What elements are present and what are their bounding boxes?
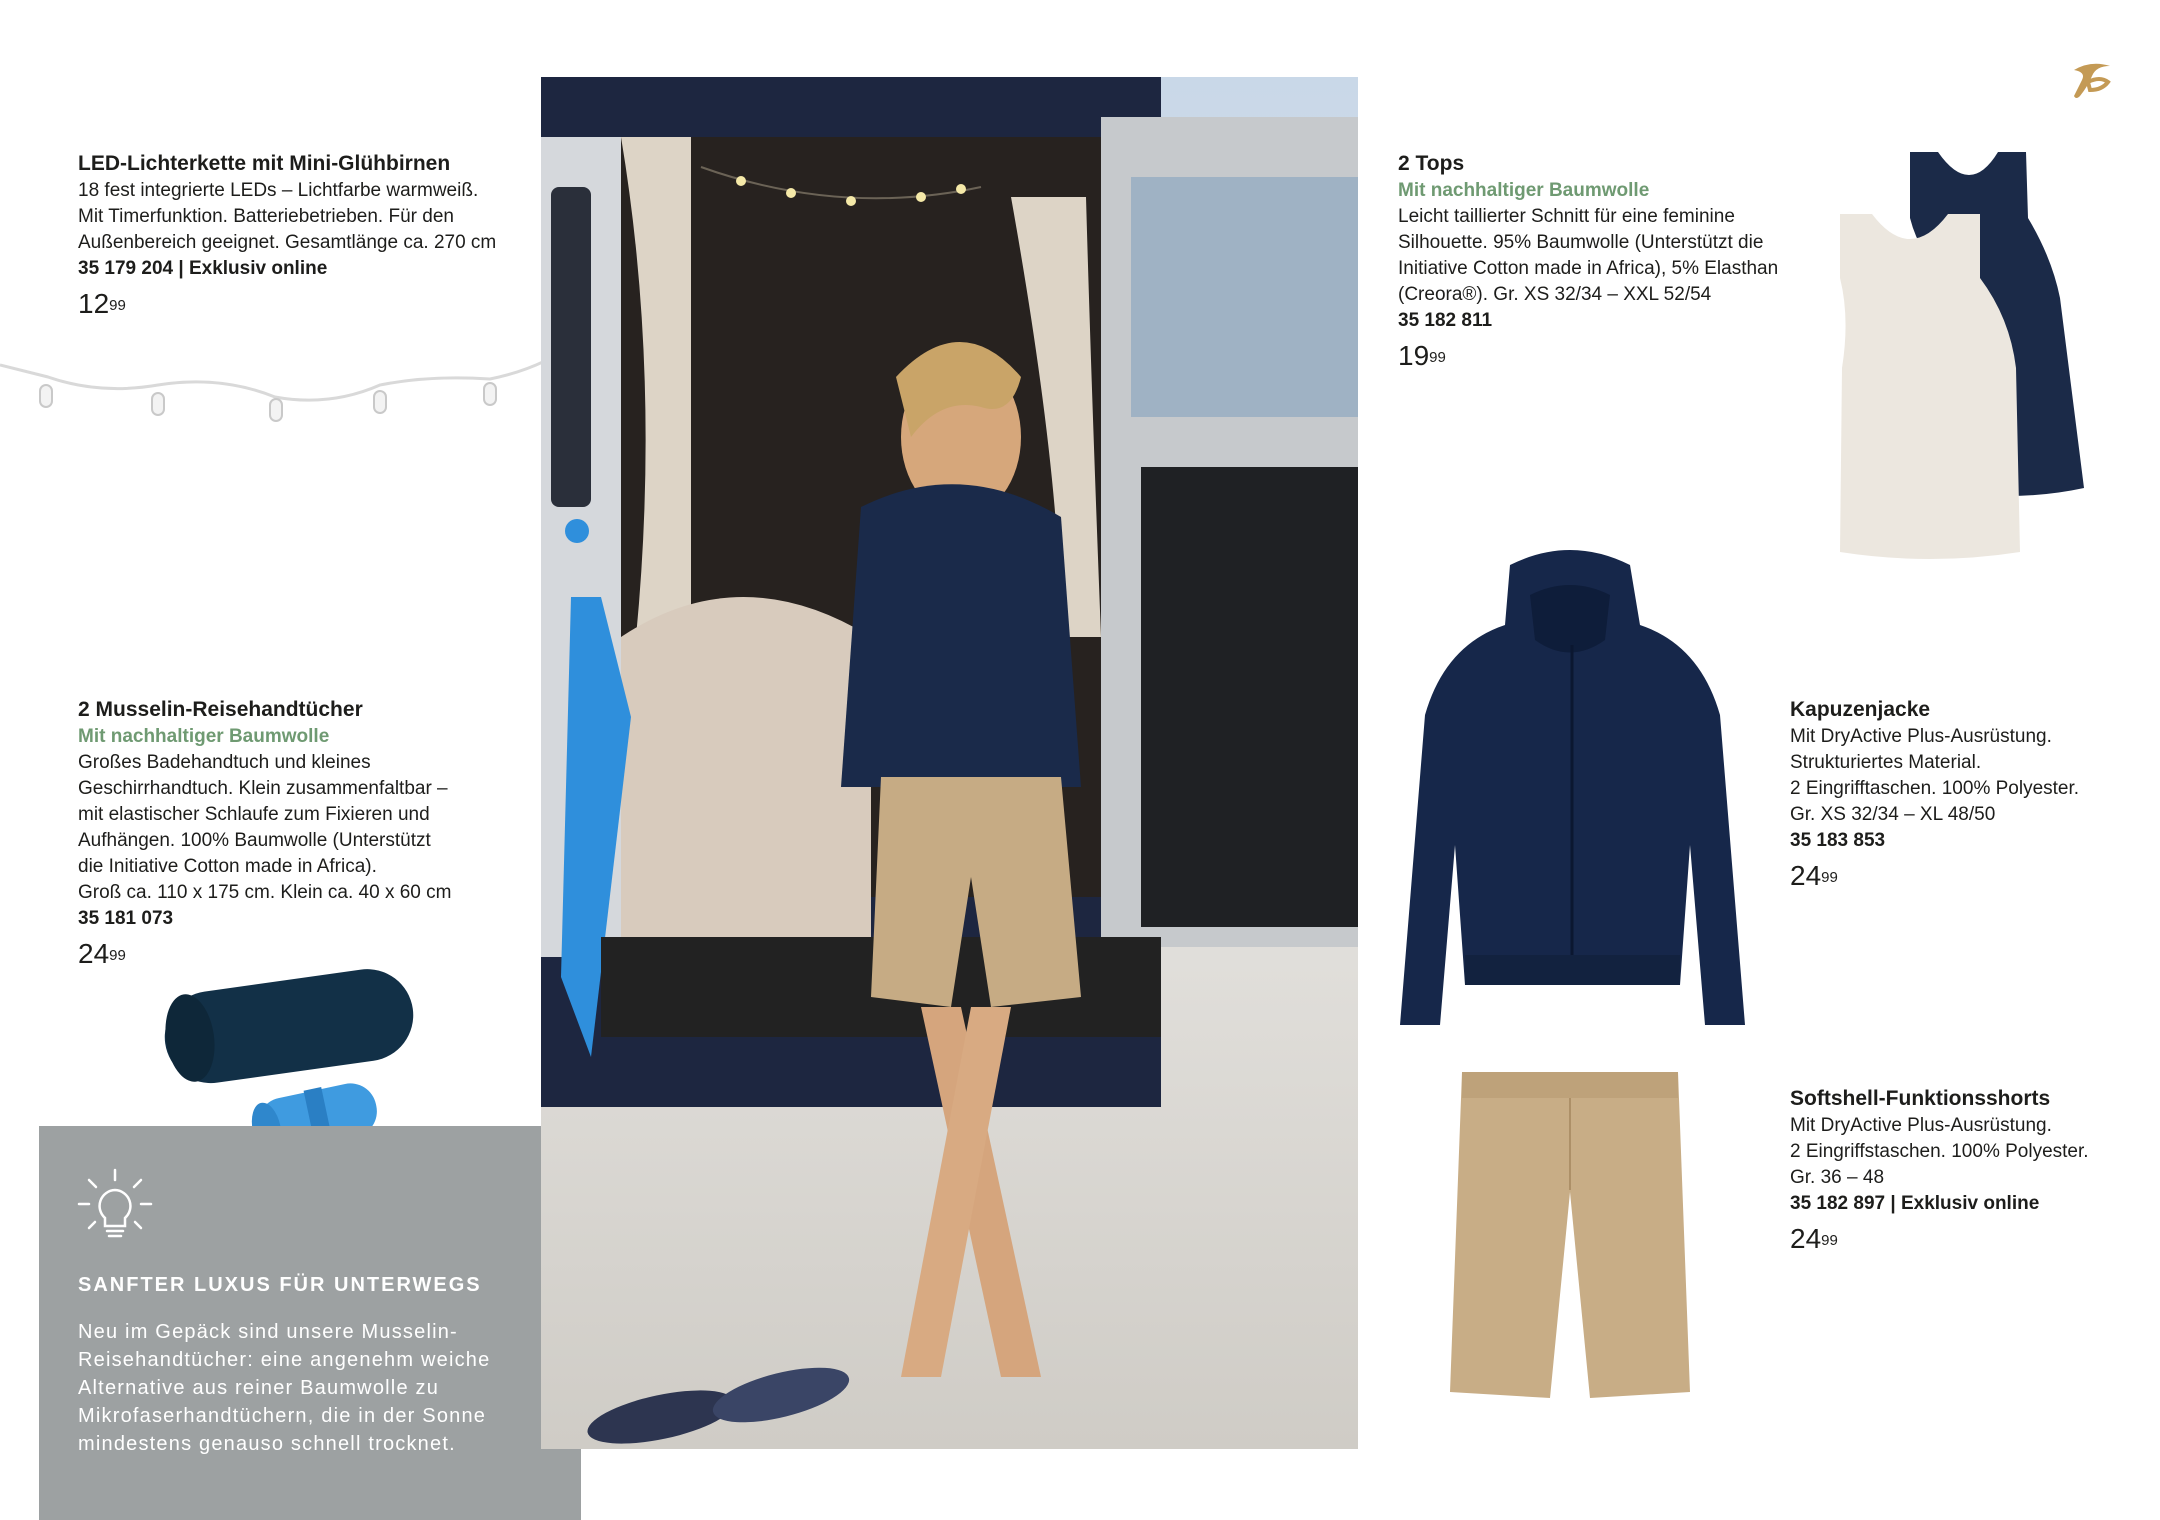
product-desc-line: 18 fest integrierte LEDs – Lichtfarbe warmweiß. [78, 180, 479, 201]
product-desc-line: Mit DryActive Plus-Ausrüstung. [1790, 1115, 2052, 1136]
product-subtitle: Mit nachhaltiger Baumwolle [1398, 180, 1650, 201]
price: $24^{99}$ [1790, 860, 1838, 891]
lifestyle-photo [541, 77, 1358, 1449]
product-desc-line: Gr. 36 – 48 [1790, 1167, 1885, 1188]
product-desc-line: Außenbereich geeignet. Gesamtlänge ca. 270 cm [78, 232, 497, 253]
article-number: 35 179 204 | Exklusiv online [78, 258, 328, 279]
product-desc-line: Geschirrhandtuch. Klein zusammenfaltbar – [78, 778, 448, 799]
article-number: 35 182 811 [1398, 310, 1493, 331]
price: $19^{99}$ [1398, 340, 1446, 371]
info-heading: SANFTER LUXUS FÜR UNTERWEGS [78, 1274, 482, 1296]
product-desc-line: Strukturiertes Material. [1790, 752, 1982, 773]
product-desc-line: die Initiative Cotton made in Africa). [78, 856, 377, 877]
product-title: 2 Tops [1398, 152, 1465, 175]
product-subtitle: Mit nachhaltiger Baumwolle [78, 726, 330, 747]
shorts-image [1450, 1072, 1690, 1402]
product-desc-line: Mit DryActive Plus-Ausrüstung. [1790, 726, 2052, 747]
jacket-image [1400, 545, 1745, 1030]
product-title: Softshell-Funktionsshorts [1790, 1087, 2051, 1110]
article-number: 35 182 897 | Exklusiv online [1790, 1193, 2040, 1214]
info-box [39, 1126, 581, 1520]
product-title: Kapuzenjacke [1790, 698, 1931, 721]
product-desc-line: Groß ca. 110 x 175 cm. Klein ca. 40 x 60 cm [78, 882, 452, 903]
product-led-lights [78, 150, 548, 320]
product-desc-line: Großes Badehandtuch und kleines [78, 752, 371, 773]
product-towels [78, 696, 548, 970]
product-desc-line: mit elastischer Schlaufe zum Fixieren und [78, 804, 430, 825]
brand-logo [2066, 56, 2116, 106]
product-desc-line: Aufhängen. 100% Baumwolle (Unterstützt [78, 830, 431, 851]
product-desc-line: Gr. XS 32/34 – XL 48/50 [1790, 804, 1996, 825]
product-desc-line: (Creora®). Gr. XS 32/34 – XXL 52/54 [1398, 284, 1712, 305]
tops-image [1820, 148, 2100, 563]
article-number: 35 183 853 [1790, 830, 1886, 851]
product-desc-line: 2 Eingriffstaschen. 100% Polyester. [1790, 1141, 2089, 1162]
lightbulb-icon [75, 1164, 155, 1244]
info-text: Neu im Gepäck sind unsere Musselin-Reisehandtücher: eine angenehm weiche Alternative aus reiner Baumwolle zu Mikrofaserhandtüchern, die in der Sonne mindestens genauso schnell trocknet. [78, 1321, 491, 1455]
string-lights-image [0, 345, 545, 435]
product-desc-line: 2 Eingrifftaschen. 100% Polyester. [1790, 778, 2080, 799]
article-number: 35 181 073 [78, 908, 174, 929]
product-shorts [1790, 1085, 2150, 1255]
product-title: 2 Musselin-Reisehandtücher [78, 698, 363, 721]
product-jacket [1790, 696, 2150, 892]
price: $12^{99}$ [78, 288, 126, 319]
product-desc-line: Mit Timerfunktion. Batteriebetrieben. Für den [78, 206, 454, 227]
product-tops [1398, 150, 1818, 372]
product-desc-line: Initiative Cotton made in Africa), 5% Elasthan [1398, 258, 1779, 279]
price: $24^{99}$ [78, 938, 126, 969]
product-desc-line: Leicht taillierter Schnitt für eine feminine [1398, 206, 1735, 227]
product-desc-line: Silhouette. 95% Baumwolle (Unterstützt die [1398, 232, 1764, 253]
price: $24^{99}$ [1790, 1223, 1838, 1254]
product-title: LED-Lichterkette mit Mini-Glühbirnen [78, 152, 451, 175]
